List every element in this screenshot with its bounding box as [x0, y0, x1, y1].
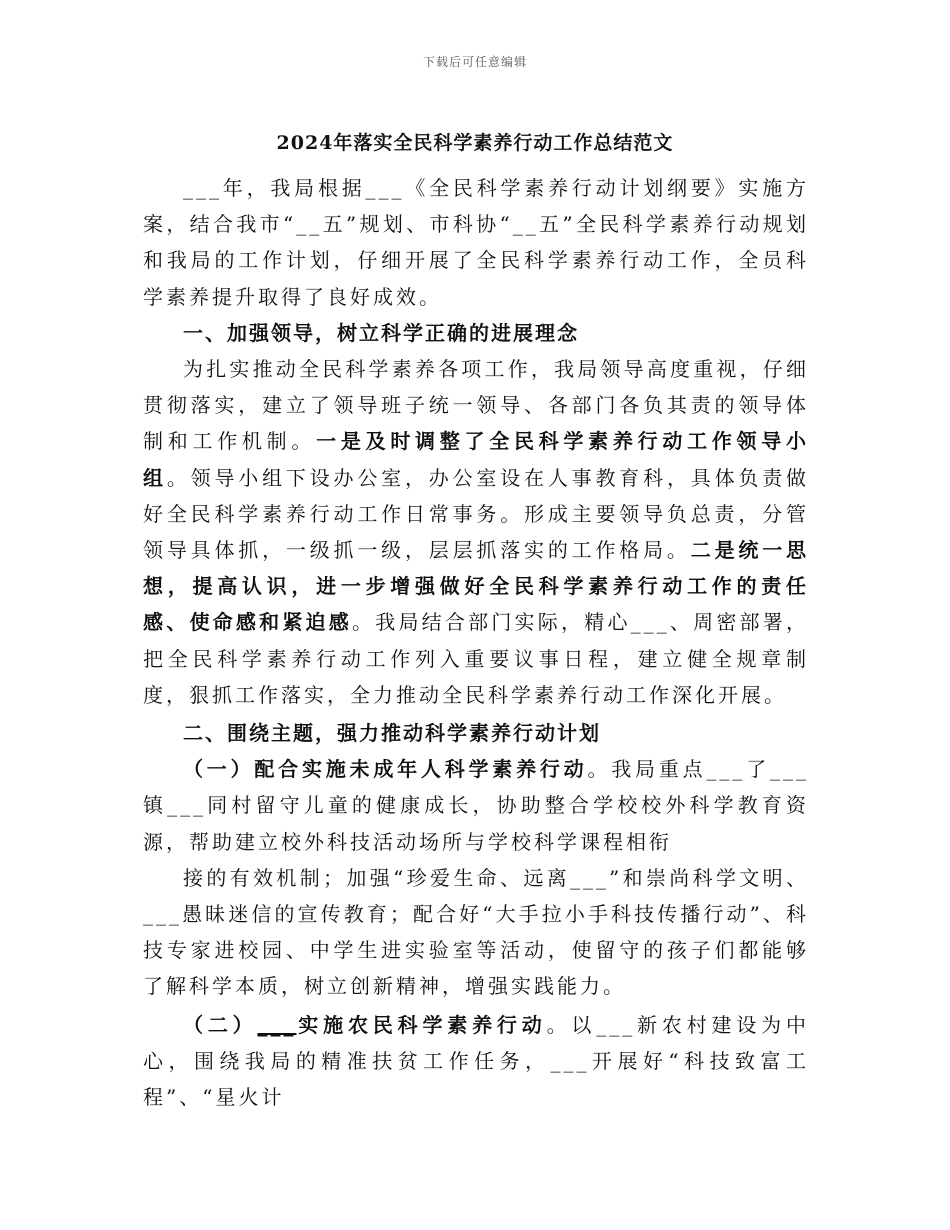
paragraph-minors-continued: 接的有效机制；加强“珍爱生命、远离___”和崇尚科学文明、___愚昧迷信的宣传教育；配合好“大手拉小手科技传播行动”、科技专家进校园、中学生进实验室等活动，使留守的孩子们都能够了解科学本质，树立创新精神，增强实践能力。	[143, 865, 809, 999]
document-title: 2024年落实全民科学素养行动工作总结范文	[276, 132, 674, 154]
paragraph-intro: ___年，我局根据___《全民科学素养行动计划纲要》实施方案，结合我市“__五”规划、市科协“__五”全民科学素养行动规划和我局的工作计划，仔细开展了全民科学素养行动工作，全员科学素养提升取得了良好成效。	[143, 176, 809, 309]
subheading-two: 实施农民科学素养行动	[296, 1012, 547, 1037]
paragraph-text: 。我局重点___了___镇___同村留守儿童的健康成长，协助整合学校校外科学教育资源，帮助建立校外科技活动场所与学校科学课程相衔	[143, 757, 810, 854]
paragraph-farmers	[143, 1007, 809, 1116]
section-heading-2: 二、围绕主题，强力推动科学素养行动计划	[183, 721, 601, 746]
paragraph-leadership	[143, 351, 809, 713]
bold-point-one: 一是及时调整了全民科学素养行动工作领导小组	[143, 429, 810, 490]
paragraph-text: 。我局结合部门实际，精心___、周密部署，把全民科学素养行动工作列入重要议事日程，建立健全规章制度，狠抓工作落实，全力推动全民科学素养行动工作深化开展。	[143, 610, 809, 707]
paragraph-text: 。领导小组下设办公室，办公室设在人事教育科，具体负责做好全民科学素养行动工作日常事务。形成主要领导负总责，分管领导具体抓，一级抓一级，层层抓落实的工作格局。	[143, 465, 810, 563]
page-header: 下载后可任意编辑	[422, 55, 527, 69]
paragraph-minors	[143, 751, 809, 860]
paragraph-text: 为扎实推动全民科学素养各项工作，我局领导高度重视，仔细贯彻落实，建立了领导班子统一领导、各部门各负其责的领导体制和工作机制。	[143, 357, 809, 454]
subheading-two-prefix: （二）	[183, 1012, 258, 1037]
subheading-two-blank: ___	[257, 1012, 297, 1037]
bold-point-two: 二是统一思想，提高认识，进一步增强做好全民科学素养行动工作的责任感、使命感和紧迫感	[143, 538, 810, 635]
document-body	[143, 170, 809, 1115]
paragraph-text: 。以___新农村建设为中心，围绕我局的精准扶贫工作任务，___开展好“科技致富工程”、“星火计	[143, 1012, 810, 1110]
section-heading-1: 一、加强领导，树立科学正确的进展理念	[183, 320, 579, 345]
subheading-one: （一）配合实施未成年人科学素养行动	[183, 757, 588, 782]
